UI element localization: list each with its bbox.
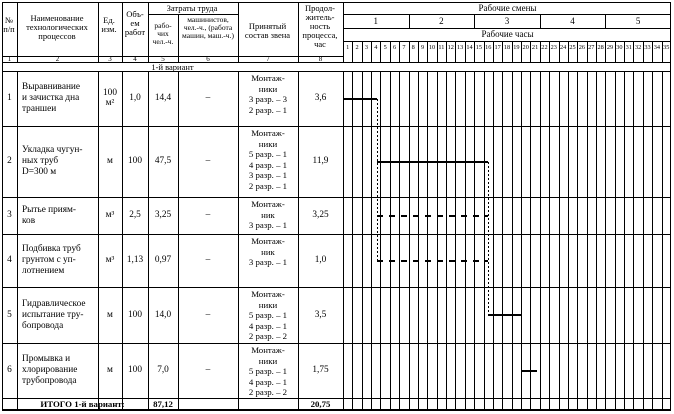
grid-line xyxy=(615,71,616,410)
dependency-guide xyxy=(488,162,489,316)
row-number: 4 xyxy=(7,255,12,265)
volume-value: 100 xyxy=(128,309,142,320)
hour-number: 33 xyxy=(644,44,651,51)
grid-line xyxy=(474,71,475,410)
process-name-line: ков xyxy=(22,215,36,226)
process-name-line: Выравнивание xyxy=(22,82,81,92)
column-number: 8 xyxy=(318,55,323,63)
duration-value: 1,75 xyxy=(312,365,329,375)
unit-value: м xyxy=(107,365,113,375)
grid-line xyxy=(98,71,99,410)
header-name: Наименование технологических процессов xyxy=(26,13,88,41)
volume-value: 100 xyxy=(128,365,142,375)
grid-line xyxy=(502,71,503,410)
header-crew: Принятый состав звена xyxy=(244,21,291,40)
process-name-line: траншеи xyxy=(22,104,57,114)
hour-number: 14 xyxy=(466,44,473,51)
row-number: 2 xyxy=(7,156,12,166)
unit-value: м xyxy=(107,156,113,166)
grid-line xyxy=(652,71,653,410)
grid-line xyxy=(2,234,671,235)
header-unit: Ед. изм. xyxy=(101,15,117,34)
grid-line xyxy=(540,71,541,410)
hour-number: 4 xyxy=(374,44,378,51)
process-name-line: Укладка чугун- xyxy=(22,145,83,155)
grid-line xyxy=(437,71,438,410)
volume-value: 1,13 xyxy=(126,255,144,265)
grid-line xyxy=(670,2,671,410)
process-name-line: бопровода xyxy=(22,320,64,331)
hour-number: 3 xyxy=(364,44,368,51)
workers-value: 0,97 xyxy=(154,255,172,265)
duration-value: 1,0 xyxy=(314,255,327,265)
process-name-line: хлорирование xyxy=(22,365,78,375)
grid-line xyxy=(390,71,391,410)
hour-number: 16 xyxy=(485,44,492,51)
shift-number: 3 xyxy=(504,16,510,26)
machinists-value: – xyxy=(205,210,211,220)
grid-line xyxy=(493,71,494,410)
machinists-value: – xyxy=(205,365,211,375)
unit-value: м² xyxy=(105,98,115,108)
hour-number: 8 xyxy=(411,44,415,51)
grid-line xyxy=(633,71,634,410)
hour-number: 34 xyxy=(653,44,661,51)
hour-number: 13 xyxy=(456,44,464,51)
crew-line: 3 разр. – 3 xyxy=(248,94,288,104)
grid-line xyxy=(399,71,400,410)
hour-number: 25 xyxy=(569,44,576,51)
process-name-line: грунтом с уп- xyxy=(22,255,76,265)
grid-line xyxy=(484,71,485,410)
grid-line xyxy=(596,71,597,410)
hour-number: 31 xyxy=(625,44,632,51)
column-number: 2 xyxy=(55,55,60,63)
column-number: 6 xyxy=(206,55,210,63)
process-name-line: и зачистка дна xyxy=(22,93,80,103)
crew-line: Монтаж- xyxy=(251,345,285,355)
column-number: 3 xyxy=(108,55,112,63)
hour-number: 30 xyxy=(616,44,623,51)
grid-line xyxy=(409,71,410,410)
grid-line xyxy=(418,71,419,410)
unit-value: м³ xyxy=(105,255,115,265)
header-hours: Рабочие часы xyxy=(481,29,534,39)
grid-line xyxy=(2,197,671,198)
hour-number: 21 xyxy=(531,44,539,51)
grid-line xyxy=(530,71,531,410)
process-name-line: трубопровода xyxy=(22,376,77,386)
grid-line xyxy=(2,287,671,288)
grid-line xyxy=(465,71,466,410)
workers-value: 14,4 xyxy=(154,93,172,103)
grid-line xyxy=(662,71,663,410)
grid-line xyxy=(427,71,428,410)
process-name-line: лотнением xyxy=(22,266,65,276)
grid-line xyxy=(298,71,299,410)
crew-line: 4 разр. – 1 xyxy=(248,159,288,170)
crew-line: ники xyxy=(258,299,278,310)
crew-line: 2 разр. – 2 xyxy=(248,331,288,341)
hour-number: 23 xyxy=(550,44,557,51)
crew-line: 3 разр. – 1 xyxy=(248,257,288,267)
crew-line: 2 разр. – 2 xyxy=(248,387,288,397)
hour-number: 22 xyxy=(541,44,548,51)
shift-number: 4 xyxy=(570,16,575,26)
workers-value: 7,0 xyxy=(157,365,169,375)
grid-line xyxy=(371,71,372,410)
shift-number: 1 xyxy=(373,16,379,26)
hour-number: 1 xyxy=(346,44,350,51)
crew-line: Монтаж- xyxy=(251,199,285,209)
grid-line xyxy=(343,71,344,410)
hour-number: 20 xyxy=(522,44,529,51)
crew-line: 2 разр. – 1 xyxy=(248,180,288,191)
shift-number: 2 xyxy=(439,16,444,26)
process-name-line: D=300 м xyxy=(22,167,57,177)
grid-line xyxy=(643,71,644,410)
crew-line: 5 разр. – 1 xyxy=(248,366,288,376)
row-number: 3 xyxy=(7,210,12,220)
machinists-value: – xyxy=(205,93,211,103)
unit-value: м xyxy=(107,309,113,320)
gantt-bar xyxy=(377,260,489,262)
hour-number: 2 xyxy=(355,44,359,51)
total-duration: 20,75 xyxy=(310,399,331,409)
crew-line: Монтаж- xyxy=(251,73,285,83)
crew-line: 2 разр. – 1 xyxy=(248,104,288,115)
grid-line xyxy=(122,2,123,62)
duration-value: 3,5 xyxy=(314,309,327,320)
hour-number: 17 xyxy=(494,44,501,51)
header-workers: рабо-чих чел.-ч. xyxy=(152,21,174,46)
header-labor-group: Затраты труда xyxy=(166,3,218,13)
grid-line xyxy=(577,71,578,410)
dependency-guide xyxy=(521,315,522,371)
crew-line: ники xyxy=(258,355,278,366)
grid-line xyxy=(343,41,671,42)
grid-line xyxy=(362,71,363,410)
total-workers: 87,12 xyxy=(153,399,173,409)
row-number: 6 xyxy=(7,365,12,375)
machinists-value: – xyxy=(205,156,211,166)
volume-value: 2,5 xyxy=(129,210,141,220)
header-num: № п/п xyxy=(3,15,15,34)
grid-line xyxy=(2,126,671,127)
hour-number: 26 xyxy=(578,44,586,51)
grid-line xyxy=(148,71,149,410)
grid-line xyxy=(352,71,353,410)
process-name-line: Промывка и xyxy=(22,354,71,364)
crew-line: ники xyxy=(258,138,278,149)
process-name-line: Рытье приям- xyxy=(22,204,77,215)
grid-line xyxy=(559,71,560,410)
hour-number: 24 xyxy=(560,44,567,51)
gantt-bar xyxy=(521,370,537,372)
work-schedule-table xyxy=(2,2,671,410)
workers-value: 3,25 xyxy=(154,210,172,220)
hour-number: 27 xyxy=(588,44,595,51)
volume-value: 100 xyxy=(128,156,142,166)
grid-line xyxy=(17,71,18,410)
column-number: 7 xyxy=(266,55,270,63)
machinists-value: – xyxy=(205,255,211,265)
gantt-bar xyxy=(343,98,377,100)
hour-number: 7 xyxy=(402,44,406,51)
hour-number: 5 xyxy=(383,44,387,51)
dependency-guide xyxy=(377,99,378,261)
hour-number: 12 xyxy=(447,44,454,51)
crew-line: ник xyxy=(261,209,275,220)
volume-value: 1,0 xyxy=(129,93,141,103)
gantt-bar xyxy=(488,314,521,316)
crew-line: 4 разр. – 1 xyxy=(248,376,288,387)
column-number: 5 xyxy=(161,55,165,63)
variant-label: 1-й вариант xyxy=(151,61,194,72)
grid-line xyxy=(446,71,447,410)
hour-number: 29 xyxy=(606,44,614,51)
grid-line xyxy=(605,71,606,410)
crew-line: 4 разр. – 1 xyxy=(248,320,288,331)
process-name-line: испытание тру- xyxy=(22,309,84,320)
crew-line: Монтаж- xyxy=(251,128,285,138)
workers-value: 14,0 xyxy=(154,309,172,320)
grid-line xyxy=(512,71,513,410)
hour-number: 35 xyxy=(663,44,670,51)
grid-line xyxy=(122,71,123,410)
duration-value: 3,6 xyxy=(314,93,327,103)
grid-line xyxy=(455,71,456,410)
grid-line xyxy=(17,2,18,62)
process-name-line: Подбивка труб xyxy=(22,244,81,254)
duration-value: 3,25 xyxy=(312,210,329,220)
column-number: 1 xyxy=(7,55,12,63)
hour-number: 19 xyxy=(513,44,520,51)
process-name-line: Гидравлическое xyxy=(22,298,86,309)
total-label: ИТОГО 1-й вариант: xyxy=(40,399,125,409)
crew-line: 5 разр. – 1 xyxy=(248,149,288,159)
crew-line: Монтаж- xyxy=(251,289,285,299)
crew-line: Монтаж- xyxy=(251,236,285,246)
hour-number: 18 xyxy=(503,44,511,51)
header-volume: Объ-ем работ xyxy=(124,9,146,37)
grid-line xyxy=(2,2,671,3)
grid-line xyxy=(178,71,179,410)
grid-line xyxy=(2,343,671,344)
header-duration: Продол-житель-ность процесса, час xyxy=(302,3,338,49)
duration-value: 11,9 xyxy=(312,156,329,166)
hour-number: 11 xyxy=(438,44,445,51)
crew-line: 3 разр. – 1 xyxy=(248,170,288,180)
grid-line xyxy=(2,410,671,411)
crew-line: 3 разр. – 1 xyxy=(248,220,288,230)
hour-number: 9 xyxy=(421,44,425,51)
machinists-value: – xyxy=(205,309,211,320)
gantt-bar xyxy=(377,161,489,163)
hour-number: 10 xyxy=(428,44,436,51)
gantt-bar xyxy=(377,215,489,217)
grid-line xyxy=(568,71,569,410)
process-name-line: ных труб xyxy=(22,156,59,166)
workers-value: 47,5 xyxy=(154,156,172,166)
row-number: 5 xyxy=(7,309,12,320)
column-number: 4 xyxy=(133,55,137,63)
crew-line: ник xyxy=(261,246,275,257)
unit-value: м³ xyxy=(105,210,115,220)
header-shifts: Рабочие смены xyxy=(478,3,537,13)
grid-line xyxy=(549,71,550,410)
crew-line: 5 разр. – 1 xyxy=(248,310,288,320)
shift-number: 5 xyxy=(635,16,641,26)
grid-line xyxy=(624,71,625,410)
hour-number: 28 xyxy=(597,44,604,51)
hour-number: 32 xyxy=(635,44,642,51)
crew-line: ники xyxy=(258,83,278,94)
grid-line xyxy=(587,71,588,410)
header-machinists: машинистов, чел.-ч., (работа машин, маш.-ч.) xyxy=(182,15,234,40)
grid-line xyxy=(343,14,671,15)
unit-value: 100 xyxy=(103,87,117,98)
grid-line xyxy=(380,71,381,410)
hour-number: 6 xyxy=(392,44,397,51)
row-number: 1 xyxy=(7,93,12,103)
hour-number: 15 xyxy=(475,44,482,51)
